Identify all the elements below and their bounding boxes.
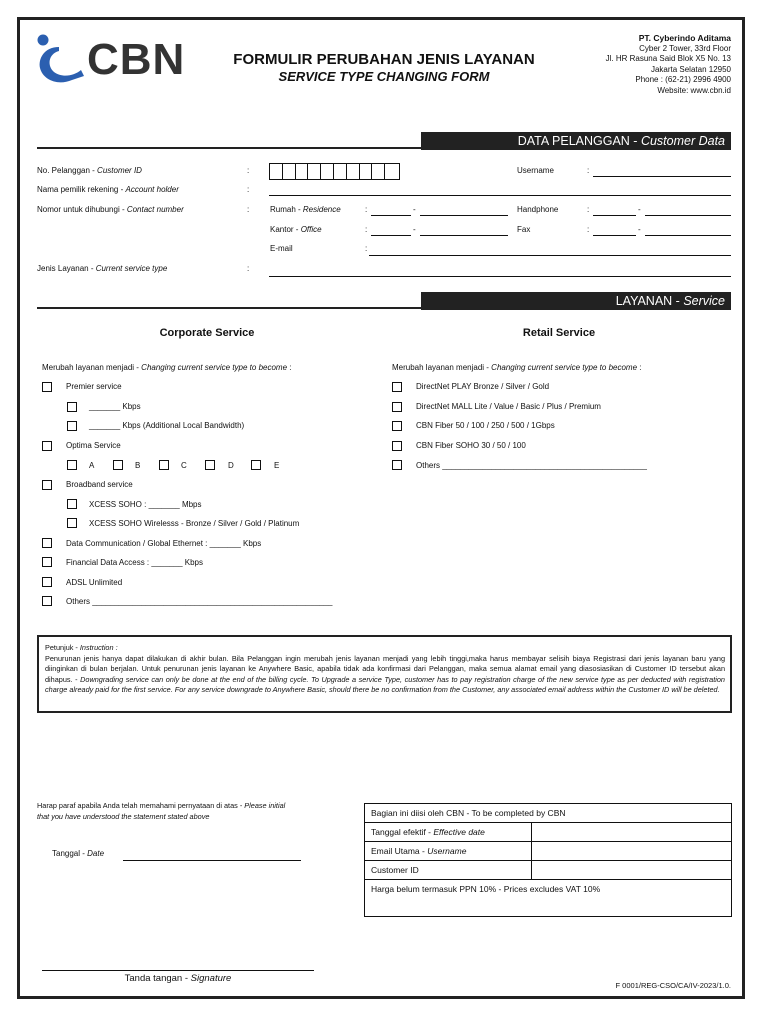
optima-d-checkbox[interactable] bbox=[205, 460, 215, 470]
initial-statement: Harap paraf apabila Anda telah memahami pernyataan di atas - Please initial that you have understood the statement stated above bbox=[37, 801, 286, 821]
optima-b-label: B bbox=[135, 461, 141, 470]
xcess-soho-label: XCESS SOHO : _______ Mbps bbox=[89, 500, 202, 509]
directnet-play-checkbox[interactable] bbox=[392, 382, 402, 392]
residence-number-field[interactable] bbox=[420, 215, 508, 216]
current-service-label: Jenis Layanan - Current service type bbox=[37, 264, 168, 273]
cbn-customer-id-field[interactable] bbox=[532, 861, 732, 880]
handphone-prefix-field[interactable] bbox=[593, 215, 636, 216]
adsl-label: ADSL Unlimited bbox=[66, 578, 123, 587]
service-bar: LAYANAN - Service bbox=[421, 292, 731, 310]
cbn-fiber-soho-checkbox[interactable] bbox=[392, 441, 402, 451]
company-address-3: Jakarta Selatan 12950 bbox=[650, 64, 731, 74]
form-title: FORMULIR PERUBAHAN JENIS LAYANAN bbox=[233, 51, 535, 68]
service-divider bbox=[37, 307, 422, 309]
broadband-checkbox[interactable] bbox=[42, 480, 52, 490]
table-row bbox=[365, 880, 732, 917]
signature-label: Tanda tangan - Signature bbox=[124, 973, 232, 984]
cbn-logo bbox=[34, 32, 186, 88]
datacom-checkbox[interactable] bbox=[42, 538, 52, 548]
residence-label: Rumah - Residence bbox=[270, 205, 341, 214]
directnet-play-label: DirectNet PLAY Bronze / Silver / Gold bbox=[416, 382, 550, 391]
price-note: Harga belum termasuk PPN 10% - Prices excludes VAT 10% bbox=[365, 880, 732, 917]
company-info bbox=[606, 33, 731, 96]
customer-id-label: No. Pelanggan - Customer ID bbox=[37, 166, 142, 175]
broadband-label: Broadband service bbox=[66, 480, 133, 489]
email-label: E-mail bbox=[270, 244, 293, 253]
company-name: PT. Cyberindo Aditama bbox=[638, 33, 731, 43]
optima-a-checkbox[interactable] bbox=[67, 460, 77, 470]
premier-kbps-checkbox[interactable] bbox=[67, 402, 77, 412]
premier-label: Premier service bbox=[66, 382, 122, 391]
cbn-table-header: Bagian ini diisi oleh CBN - To be completed by CBN bbox=[365, 804, 732, 823]
cbn-fiber-label: CBN Fiber 50 / 100 / 250 / 500 / 1Gbps bbox=[416, 421, 555, 430]
premier-local-kbps-label: _______ Kbps (Additional Local Bandwidth) bbox=[89, 421, 245, 430]
corporate-others-checkbox[interactable] bbox=[42, 596, 52, 606]
fax-label: Fax bbox=[517, 225, 531, 234]
xcess-wireless-label: XCESS SOHO Wirelesss - Bronze / Silver / Gold / Platinum bbox=[89, 519, 300, 528]
cbn-fiber-soho-label: CBN Fiber SOHO 30 / 50 / 100 bbox=[416, 441, 526, 450]
optima-c-checkbox[interactable] bbox=[159, 460, 169, 470]
colon: : bbox=[365, 244, 368, 253]
residence-area-code-field[interactable] bbox=[371, 215, 411, 216]
fax-number-field[interactable] bbox=[645, 235, 731, 236]
corporate-change-label: Merubah layanan menjadi - Changing current service type to become : bbox=[42, 363, 292, 372]
form-code: F 0001/REG-CSO/CA/IV-2023/1.0. bbox=[615, 981, 731, 990]
instruction-text: Penurunan jenis hanya dapat dilakukan di akhir bulan. Bila Pelanggan ingin merubah jenis layanan menjadi yang lebih tinggi,maka harus membayar selisih biaya Registrasi dari jenis layanan baru yang diinginkan di bulan berjalan. Untuk penurunan jenis layanan ke Anywhere Basic, apabila tidak ada konfirmasi dari Pelanggan, maka semua alamat email yang diasosiasikan di Customer ID tersebut akan dihapus. - Downgrading service can only be done at the end of the billing cycle. To Upgrade a service Type, customer has to pay registration charge of the new service type as per deducted with registration charge already paid for the first service. For any service downgrade to Anywhere Basic, should there be no confirmation from the Customer, any associated email address within the Customer ID will be deleted. bbox=[45, 653, 725, 695]
fax-prefix-field[interactable] bbox=[593, 235, 636, 236]
company-address-1: Cyber 2 Tower, 33rd Floor bbox=[639, 43, 731, 53]
financial-label: Financial Data Access : _______ Kbps bbox=[66, 558, 203, 567]
cbn-customer-id-label: Customer ID bbox=[365, 861, 532, 880]
current-service-field[interactable] bbox=[269, 276, 731, 277]
effective-date-field[interactable] bbox=[532, 823, 732, 842]
premier-checkbox[interactable] bbox=[42, 382, 52, 392]
colon: : bbox=[247, 264, 250, 273]
corporate-others-label: Others ______________________________________________________ bbox=[66, 597, 333, 606]
colon: : bbox=[587, 225, 590, 234]
cbn-logo-text: CBN bbox=[87, 35, 186, 84]
colon: : bbox=[365, 205, 368, 214]
date-field[interactable] bbox=[123, 860, 301, 861]
customer-data-bar: DATA PELANGGAN - Customer Data bbox=[421, 132, 731, 150]
handphone-label: Handphone bbox=[517, 205, 559, 214]
premier-kbps-label: _______ Kbps bbox=[89, 402, 141, 411]
main-email-label: Email Utama - Username bbox=[365, 842, 532, 861]
username-field[interactable] bbox=[593, 176, 731, 177]
customer-id-boxes[interactable] bbox=[269, 163, 400, 180]
email-field[interactable] bbox=[369, 255, 731, 256]
account-holder-field[interactable] bbox=[269, 195, 731, 196]
retail-others-checkbox[interactable] bbox=[392, 460, 402, 470]
optima-e-label: E bbox=[274, 461, 280, 470]
cbn-fiber-checkbox[interactable] bbox=[392, 421, 402, 431]
signature-field[interactable] bbox=[42, 970, 314, 971]
premier-local-kbps-checkbox[interactable] bbox=[67, 421, 77, 431]
optima-c-label: C bbox=[181, 461, 187, 470]
colon: : bbox=[587, 166, 590, 175]
instruction-box bbox=[37, 635, 732, 713]
handphone-number-field[interactable] bbox=[645, 215, 731, 216]
cbn-logo-mark-icon bbox=[34, 32, 94, 86]
optima-d-label: D bbox=[228, 461, 234, 470]
username-label: Username bbox=[517, 166, 554, 175]
dash: - bbox=[413, 225, 416, 234]
cbn-table-header-row bbox=[365, 804, 732, 823]
office-number-field[interactable] bbox=[420, 235, 508, 236]
date-label: Tanggal - Date bbox=[52, 849, 105, 858]
company-address-2: Jl. HR Rasuna Said Blok X5 No. 13 bbox=[605, 54, 731, 63]
directnet-mall-checkbox[interactable] bbox=[392, 402, 402, 412]
colon: : bbox=[587, 205, 590, 214]
table-row bbox=[365, 823, 732, 842]
dash: - bbox=[638, 205, 641, 214]
table-row bbox=[365, 842, 732, 861]
form-subtitle: SERVICE TYPE CHANGING FORM bbox=[278, 69, 490, 84]
company-phone: Phone : (62-21) 2996 4900 bbox=[635, 75, 731, 84]
optima-label: Optima Service bbox=[66, 441, 121, 450]
financial-checkbox[interactable] bbox=[42, 557, 52, 567]
optima-checkbox[interactable] bbox=[42, 441, 52, 451]
effective-date-label: Tanggal efektif - Effective date bbox=[365, 823, 532, 842]
colon: : bbox=[247, 166, 250, 175]
table-row bbox=[365, 861, 732, 880]
colon: : bbox=[247, 205, 250, 214]
main-email-field[interactable] bbox=[532, 842, 732, 861]
retail-change-label: Merubah layanan menjadi - Changing current service type to become : bbox=[392, 363, 642, 372]
customer-divider bbox=[37, 147, 422, 149]
account-holder-label: Nama pemilik rekening - Account holder bbox=[37, 185, 179, 194]
optima-a-label: A bbox=[89, 461, 95, 470]
optima-b-checkbox[interactable] bbox=[113, 460, 123, 470]
instruction-label: Petunjuk - Instruction : bbox=[45, 643, 118, 652]
retail-others-label: Others ______________________________________________ bbox=[416, 461, 647, 470]
xcess-wireless-checkbox[interactable] bbox=[67, 518, 77, 528]
adsl-checkbox[interactable] bbox=[42, 577, 52, 587]
optima-e-checkbox[interactable] bbox=[251, 460, 261, 470]
cbn-use-table bbox=[364, 803, 732, 917]
corporate-service-title: Corporate Service bbox=[159, 327, 255, 339]
colon: : bbox=[247, 185, 250, 194]
contact-number-label: Nomor untuk dihubungi - Contact number bbox=[37, 205, 184, 214]
office-label: Kantor - Office bbox=[270, 225, 322, 234]
colon: : bbox=[365, 225, 368, 234]
dash: - bbox=[413, 205, 416, 214]
company-website: Website: www.cbn.id bbox=[657, 85, 731, 95]
retail-service-title: Retail Service bbox=[522, 327, 596, 339]
office-area-code-field[interactable] bbox=[371, 235, 411, 236]
dash: - bbox=[638, 225, 641, 234]
xcess-soho-checkbox[interactable] bbox=[67, 499, 77, 509]
directnet-mall-label: DirectNet MALL Lite / Value / Basic / Plus / Premium bbox=[416, 402, 601, 411]
datacom-label: Data Communication / Global Ethernet : _______ Kbps bbox=[66, 539, 262, 548]
